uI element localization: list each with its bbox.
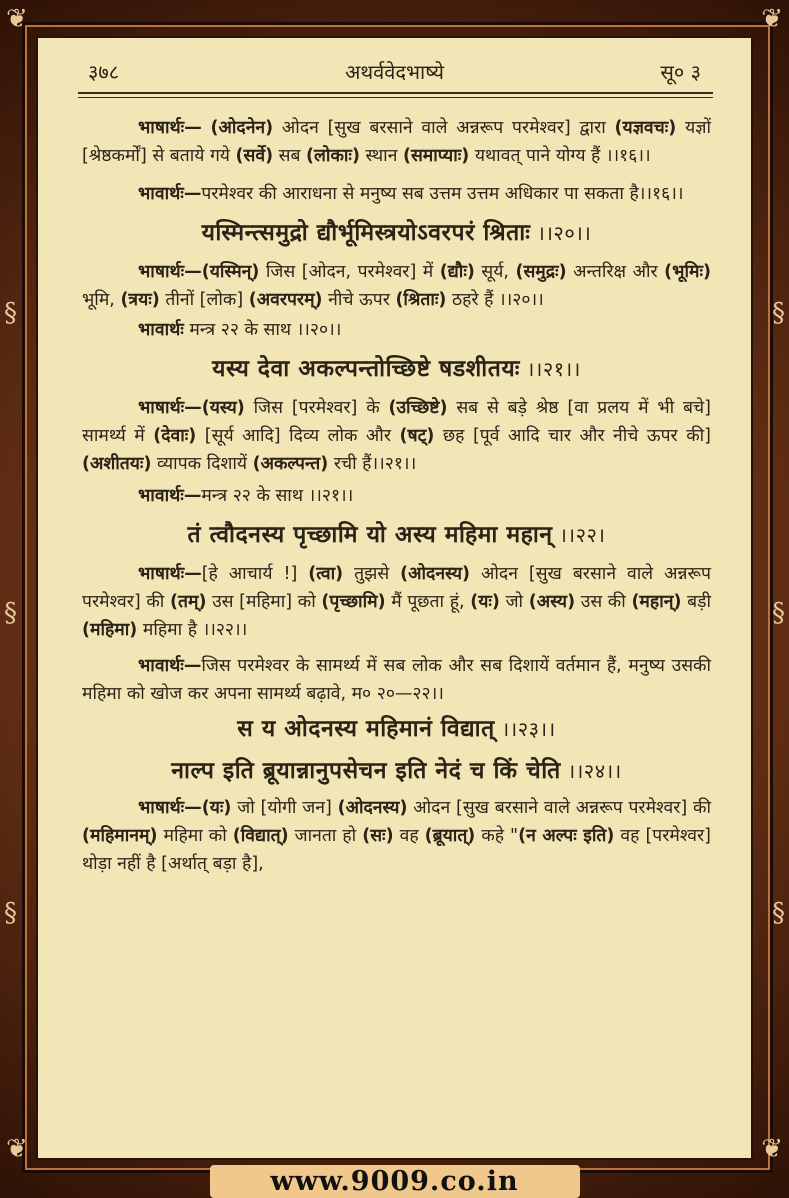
side-ornament-icon: § [4, 298, 17, 328]
text-run: उस की [575, 592, 632, 612]
text-run: परमेश्वर की आराधना से मनुष्य सब उत्तम उत्तम अधिकार पा सकता है।।१६।। [201, 184, 684, 204]
term-bold: (तम्) [170, 592, 207, 612]
term-bold: (समाप्याः) [402, 146, 470, 166]
page-header [38, 38, 751, 96]
text-run: महिमा है ।।२२।। [137, 620, 248, 640]
term-bold: (त्वा) [308, 564, 344, 584]
term-bold: (त्रयः) [120, 290, 160, 310]
text-run [202, 118, 211, 138]
side-ornament-icon: § [4, 898, 17, 928]
text-run: सूर्य, [474, 262, 516, 282]
text-run: भूमि, [82, 290, 121, 310]
term-bold: (ओदनस्य) [400, 564, 471, 584]
mantra-text: स य ओदनस्य महिमानं विद्यात् [237, 716, 495, 742]
text-run: बड़ी [681, 592, 711, 612]
sukta-label: सू० ३ [660, 60, 701, 84]
text-run: [सूर्य आदि] दिव्य लोक और [196, 426, 400, 446]
term-bold: भाषार्थः— [138, 564, 202, 584]
side-ornament-icon: § [772, 898, 785, 928]
text-run: जिस [परमेश्वर] के [244, 398, 389, 418]
text-run: स्थान [359, 146, 403, 166]
text-run: ओदन [सुख बरसाने वाले अन्नरूप परमेश्वर] की [407, 798, 711, 818]
commentary-paragraph [82, 394, 711, 478]
term-bold: (ओदनेन) [210, 118, 274, 138]
term-bold: (पृच्छामि) [321, 592, 386, 612]
mantra-verse [82, 352, 711, 386]
term-bold: (भूमिः) [664, 262, 711, 282]
mantra-text: तं त्वौदनस्य पृच्छामि यो अस्य महिमा महान् [187, 522, 553, 548]
commentary-paragraph [82, 258, 711, 314]
side-ornament-icon: § [4, 598, 17, 628]
term-bold: (विद्यात्) [232, 826, 289, 846]
term-bold: भाषार्थः— [138, 262, 202, 282]
term-bold: (यः) [470, 592, 500, 612]
text-run: वह [परमेश्वर] थोड़ा नहीं है [अर्थात् बड़ा है], [82, 826, 711, 874]
term-bold: (द्यौः) [439, 262, 475, 282]
text-run: जो [499, 592, 529, 612]
corner-ornament-icon: ❦ [761, 4, 783, 34]
term-bold: भावार्थः [138, 320, 184, 340]
term-bold: (अशीतयः) [82, 454, 152, 474]
text-run: जो [योगी जन] [231, 798, 338, 818]
text-run: तुझसे [343, 564, 401, 584]
text-run: ओदन [सुख बरसाने वाले अन्नरूप परमेश्वर] द्वारा [273, 118, 615, 138]
term-bold: (अवरपरम्) [248, 290, 323, 310]
term-bold: (अकल्पन्त) [252, 454, 329, 474]
term-bold: (देवाः) [153, 426, 197, 446]
commentary-paragraph [82, 560, 711, 644]
term-bold: (सः) [362, 826, 394, 846]
text-run: नीचे ऊपर [322, 290, 396, 310]
text-run: मन्त्र २२ के साथ ।।२०।। [183, 320, 342, 340]
term-bold: (समुद्रः) [515, 262, 567, 282]
verse-number: ।।२०।। [530, 221, 592, 245]
text-run: यज्ञों [श्रेष्ठकर्मों] से बताये गये [82, 118, 711, 166]
commentary-paragraph [82, 114, 711, 170]
corner-ornament-icon: ❦ [6, 4, 28, 34]
text-run: जिस [ओदन, परमेश्वर] में [259, 262, 440, 282]
mantra-text: यस्य देवा अकल्पन्तोच्छिष्टे षडशीतयः [212, 356, 520, 382]
term-bold: (महिमा) [82, 620, 138, 640]
text-run: ठहरे हैं ।।२०।। [446, 290, 544, 310]
text-run: रची हैं।।२१।। [328, 454, 417, 474]
footer-url: www.9009.co.in [270, 1166, 519, 1197]
text-run: व्यापक दिशायें [151, 454, 253, 474]
term-bold: (यस्य) [201, 398, 245, 418]
commentary-paragraph [82, 794, 711, 878]
text-run: उस [महिमा] को [206, 592, 322, 612]
term-bold: भावार्थः— [138, 486, 202, 506]
term-bold: (महान्) [631, 592, 682, 612]
side-ornament-icon: § [772, 298, 785, 328]
term-bold: भाषार्थः— [138, 398, 202, 418]
text-run: यथावत् पाने योग्य हैं ।।१६।। [469, 146, 651, 166]
text-run: छह [पूर्व आदि चार और नीचे ऊपर की] [434, 426, 712, 446]
text-run: तीनों [लोक] [159, 290, 249, 310]
verse-number: ।।२१।। [519, 357, 581, 381]
term-bold: (महिमानम्) [82, 826, 158, 846]
term-bold: (अस्य) [528, 592, 576, 612]
page-content [82, 108, 711, 878]
term-bold: (यज्ञवचः) [614, 118, 677, 138]
mantra-verse [82, 518, 711, 552]
term-bold: (उच्छिष्टे) [388, 398, 448, 418]
term-bold: (यः) [201, 798, 232, 818]
verse-number: ।।२४।। [560, 759, 622, 783]
page-title: अथर्ववेदभाष्ये [345, 60, 444, 84]
text-run: मन्त्र २२ के साथ ।।२१।। [201, 486, 354, 506]
text-run: कहे " [475, 826, 519, 846]
mantra-verse [82, 712, 711, 746]
mantra-text: यस्मिन्त्समुद्रो द्यौर्भूमिस्त्रयोऽवरपरं श्रिताः [201, 220, 531, 246]
term-bold: भाषार्थः— [138, 118, 202, 138]
header-rule [78, 97, 713, 98]
commentary-paragraph [82, 652, 711, 708]
side-ornament-icon: § [772, 598, 785, 628]
corner-ornament-icon: ❦ [761, 1134, 783, 1164]
term-bold: (सर्वे) [235, 146, 274, 166]
term-bold: (लोकाः) [306, 146, 360, 166]
commentary-paragraph [82, 482, 711, 510]
term-bold: (ब्रूयात्) [424, 826, 476, 846]
verse-number: ।।२२। [552, 523, 606, 547]
text-run: सब [273, 146, 307, 166]
verse-number: ।।२३।। [494, 717, 556, 741]
text-run: जिस परमेश्वर के सामर्थ्य में सब लोक और सब दिशायें वर्तमान हैं, मनुष्य उसकी महिमा को खोज कर अपना सामर्थ्य बढ़ावे, म० २०—२२।। [82, 656, 711, 704]
commentary-paragraph [82, 316, 711, 344]
term-bold: भावार्थः— [138, 656, 202, 676]
mantra-verse [82, 216, 711, 250]
term-bold: (यस्मिन्) [201, 262, 260, 282]
book-page [36, 36, 753, 1160]
mantra-verse [82, 754, 711, 788]
text-run: ओदन [सुख बरसाने वाले अन्नरूप परमेश्वर] की [82, 564, 711, 612]
text-run: मैं पूछता हूं, [385, 592, 471, 612]
term-bold: (षट्) [399, 426, 435, 446]
corner-ornament-icon: ❦ [6, 1134, 28, 1164]
text-run: सब से बड़े श्रेष्ठ [वा प्रलय में भी बचे] सामर्थ्य में [82, 398, 711, 446]
term-bold: भावार्थः— [138, 184, 202, 204]
page-number: ३७८ [88, 60, 120, 84]
mantra-text: नाल्प इति ब्रूयान्नानुपसेचन इति नेदं च किं चेति [171, 758, 561, 784]
text-run: अन्तरिक्ष और [566, 262, 665, 282]
term-bold: (ओदनस्य) [337, 798, 408, 818]
commentary-paragraph [82, 180, 711, 208]
text-run: जानता हो [288, 826, 363, 846]
text-run: महिमा को [157, 826, 233, 846]
text-run: वह [393, 826, 425, 846]
header-rule [78, 92, 713, 94]
term-bold: भाषार्थः— [138, 798, 202, 818]
text-run: [हे आचार्य !] [201, 564, 309, 584]
term-bold: (न अल्पः इति) [518, 826, 615, 846]
term-bold: (श्रिताः) [395, 290, 447, 310]
